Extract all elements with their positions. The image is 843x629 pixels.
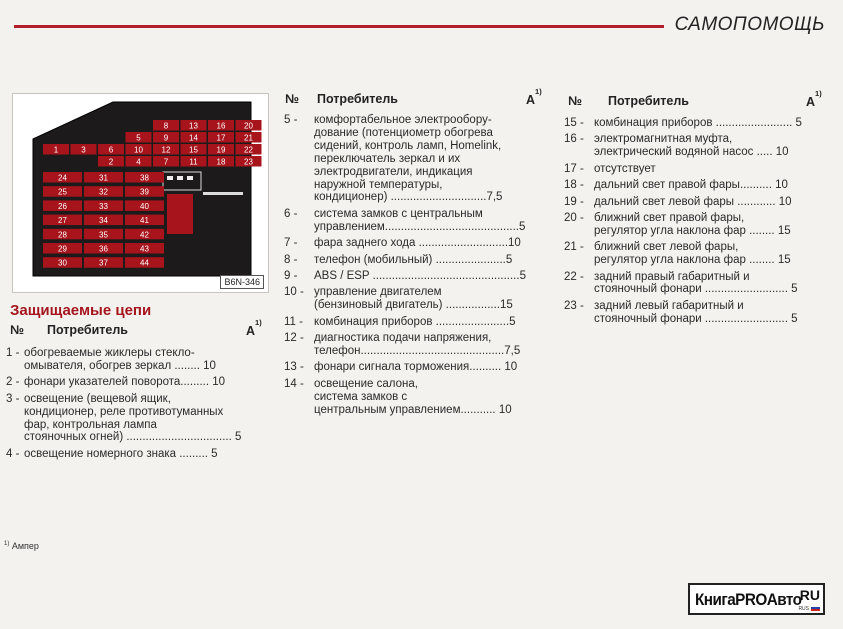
fuse-number: 44 bbox=[140, 258, 149, 268]
fuse-number: 1 bbox=[53, 145, 59, 155]
fuse-number: 5 bbox=[136, 133, 141, 143]
fuse-number: 28 bbox=[58, 230, 67, 240]
fuse-number: 6 bbox=[108, 145, 114, 155]
fuse-number: 33 bbox=[99, 201, 108, 211]
page-title: САМОПОМОЩЬ bbox=[674, 14, 825, 35]
logo-rus: RUS bbox=[798, 606, 809, 612]
fuse-entry: 3 - освещение (вещевой ящик, кондиционер, реле противотуманных фар, контрольная лампа стояночных огней) ................................. 5 bbox=[6, 392, 242, 444]
fuse-number: 30 bbox=[58, 258, 67, 268]
fuse-number: 24 bbox=[58, 173, 67, 183]
fuse-number: 27 bbox=[58, 216, 67, 226]
section-title: Защищаемые цепи bbox=[10, 302, 152, 319]
fuse-entry: 9 - ABS / ESP ..............................................5 bbox=[284, 269, 526, 282]
fuse-number: 29 bbox=[58, 244, 67, 254]
fuse-number: 2 bbox=[108, 157, 114, 167]
fuse-box-svg bbox=[13, 94, 270, 294]
fuse-box-diagram bbox=[12, 93, 269, 293]
fuse-number: 16 bbox=[216, 121, 226, 131]
fuse-entry: 15 - комбинация приборов ........................ 5 bbox=[564, 117, 802, 129]
col2-header-amp: А$^{1)}$ bbox=[526, 87, 542, 108]
fuse-number: 17 bbox=[216, 133, 226, 143]
fuse-number: 4 bbox=[136, 157, 141, 167]
fuse-number: 20 bbox=[244, 121, 253, 131]
fuse-number: 3 bbox=[81, 145, 86, 155]
fuse-number: 42 bbox=[140, 230, 149, 240]
fuse-number: 13 bbox=[189, 121, 198, 131]
header-rule bbox=[14, 25, 664, 28]
fuse-entry: 18 - дальний свет правой фары.......... 10 bbox=[564, 179, 788, 192]
fuse-entry: 2 - фонари указателей поворота......... 10 bbox=[6, 376, 226, 389]
fuse-number: 35 bbox=[99, 230, 108, 240]
fuse-entry: 12 - диагностика подачи напряжения, телефон.............................................7,5 bbox=[284, 332, 521, 357]
fuse-entry: 8 - телефон (мобильный) ......................5 bbox=[284, 253, 513, 266]
fuse-number: 32 bbox=[99, 187, 108, 197]
logo-word: КнигаPROАвто bbox=[695, 590, 802, 609]
fuse-number: 26 bbox=[58, 201, 67, 211]
fuse-entry: 22 - задний правый габаритный и стояночный фонари .......................... 5 bbox=[564, 270, 798, 296]
fuse-number: 18 bbox=[216, 157, 226, 167]
col2-header-no: № bbox=[285, 92, 299, 106]
fuse-entry: 23 - задний левый габаритный и стояночный фонари .......................... 5 bbox=[564, 299, 798, 325]
fuse-number: 34 bbox=[99, 216, 108, 226]
fuse-number: 37 bbox=[99, 258, 108, 268]
fuse-number: 41 bbox=[140, 216, 149, 226]
col1-header-amp: А$^{1)}$ bbox=[246, 318, 262, 339]
fuse-number: 19 bbox=[216, 145, 226, 155]
fuse-number: 12 bbox=[161, 145, 171, 155]
fuse-number: 31 bbox=[99, 173, 108, 183]
fuse-entry: 7 - фара заднего хода ............................10 bbox=[284, 237, 521, 250]
fuse-entry: 4 - освещение номерного знака ......... 5 bbox=[6, 447, 218, 460]
fuse-number: 40 bbox=[140, 201, 149, 211]
footnote: $^{1)}$ Ампер bbox=[4, 541, 39, 551]
fuse-entry: 20 - ближний свет правой фары, регулятор угла наклона фар ........ 15 bbox=[564, 211, 791, 237]
fuse-entry: 6 - система замков с центральным управлением..........................................5 bbox=[284, 207, 526, 233]
fuse-number: 43 bbox=[140, 244, 149, 254]
fuse-number: 8 bbox=[163, 121, 169, 131]
fuse-entry: 21 - ближний свет левой фары, регулятор угла наклона фар ........ 15 bbox=[564, 241, 791, 267]
col3-header-consumer: Потребитель bbox=[608, 94, 689, 108]
fuse-number: 15 bbox=[189, 145, 198, 155]
col3-header-no: № bbox=[568, 94, 582, 108]
fuse-entry: 13 - фонари сигнала торможения.......... 10 bbox=[284, 361, 518, 374]
fuse-number: 9 bbox=[163, 133, 169, 143]
col2-header-consumer: Потребитель bbox=[317, 92, 398, 106]
col1-list bbox=[6, 347, 268, 464]
fuse-entry: 5 - комфортабельное электрообору- дование (потенциометр обогрева сидений, контроль ламп, Homelink, переключатель зеркал и их электродвигатели, индикация наружной температуры, кондиционер) ..............................7,5 bbox=[284, 114, 503, 204]
fuse-number: 38 bbox=[140, 173, 149, 183]
fuse-entry: 11 - комбинация приборов .......................5 bbox=[284, 315, 516, 328]
fuse-entry: 19 - дальний свет левой фары ............ 10 bbox=[564, 195, 792, 208]
fuse-entry: 17 - отсутствует bbox=[564, 162, 656, 175]
fuse-entry: 10 - управление двигателем (бензиновый двигатель) .................15 bbox=[284, 286, 513, 312]
publisher-logo bbox=[688, 583, 825, 615]
fuse-number: 11 bbox=[189, 157, 198, 167]
fuse-number: 14 bbox=[189, 133, 198, 143]
fuse-number: 36 bbox=[99, 244, 108, 254]
col1-header-consumer: Потребитель bbox=[47, 323, 128, 337]
diagram-code-label: B6N-346 bbox=[220, 275, 264, 289]
fuse-number: 22 bbox=[244, 145, 253, 155]
col1-header-no: № bbox=[10, 323, 24, 337]
fuse-number: 39 bbox=[140, 187, 149, 197]
col3-header-amp: А$^{1)}$ bbox=[806, 89, 822, 110]
col2-list bbox=[284, 114, 546, 420]
fuse-number: 21 bbox=[244, 133, 253, 143]
col3-list bbox=[564, 117, 826, 329]
fuse-number: 25 bbox=[58, 187, 67, 197]
fuse-number: 10 bbox=[134, 145, 143, 155]
fuse-entry: 16 - электромагнитная муфта, электрический водяной насос ..... 10 bbox=[564, 133, 789, 159]
flag-icon bbox=[811, 605, 820, 611]
fuse-entry: 14 - освещение салона, система замков с центральным управлением........... 10 bbox=[284, 377, 512, 416]
fuse-entry: 1 - обогреваемые жиклеры стекло- омывателя, обогрев зеркал ........ 10 bbox=[6, 347, 216, 372]
fuse-number: 23 bbox=[244, 157, 253, 167]
fuse-number: 7 bbox=[163, 157, 169, 167]
logo-ru: RU bbox=[799, 587, 820, 603]
